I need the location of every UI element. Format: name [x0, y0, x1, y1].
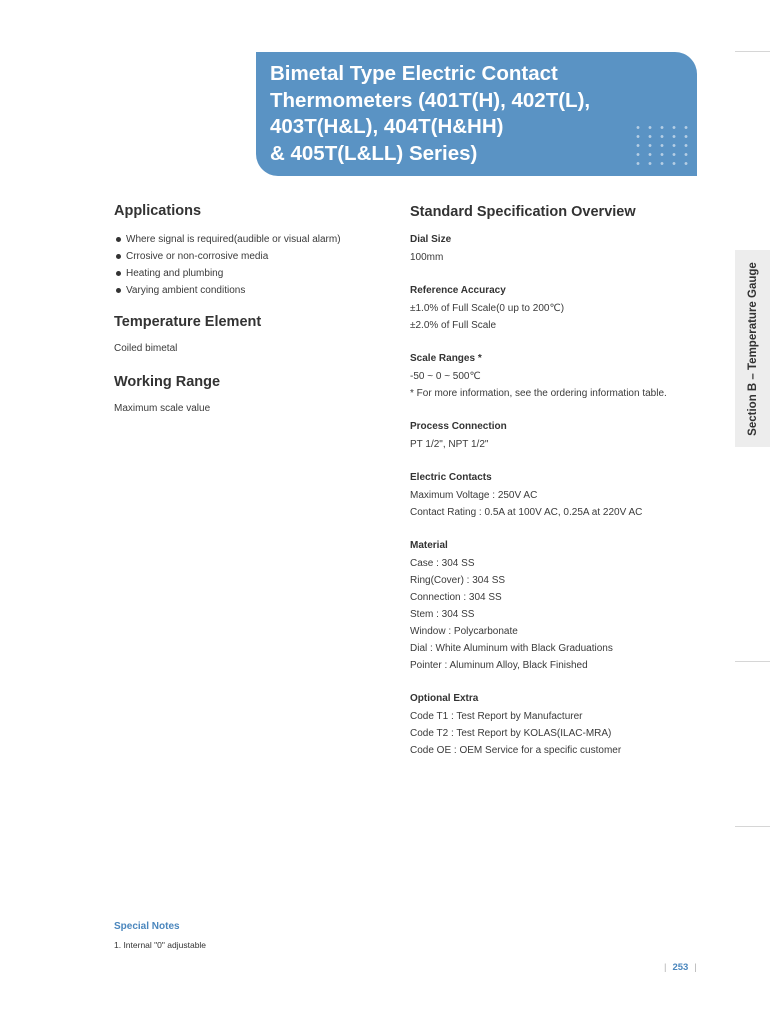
spec-process-connection	[410, 418, 507, 453]
spec-value: Connection : 304 SS	[410, 592, 502, 603]
spec-optional-extra	[410, 690, 621, 759]
spec-label: Electric Contacts	[410, 472, 492, 483]
edge-divider-3	[735, 826, 770, 827]
spec-value: -50 ~ 0 ~ 500℃	[410, 371, 481, 382]
title-line-2: Thermometers (401T(H), 402T(L),	[270, 88, 591, 112]
special-notes-heading: Special Notes	[114, 921, 180, 932]
spec-scale-ranges	[410, 350, 667, 402]
spec-label: Reference Accuracy	[410, 285, 506, 296]
section-side-tab-label: Section B – Temperature Gauge	[746, 261, 759, 436]
spec-value: Dial : White Aluminum with Black Graduations	[410, 643, 613, 654]
spec-value: Stem : 304 SS	[410, 609, 475, 620]
spec-label: Scale Ranges *	[410, 353, 482, 364]
temperature-element-heading: Temperature Element	[114, 314, 262, 330]
applications-heading: Applications	[114, 203, 202, 219]
spec-value: Contact Rating : 0.5A at 100V AC, 0.25A at 220V AC	[410, 507, 643, 518]
applications-list	[116, 231, 341, 299]
spec-value: * For more information, see the ordering information table.	[410, 388, 667, 399]
spec-value: ±2.0% of Full Scale	[410, 320, 497, 331]
spec-value: Case : 304 SS	[410, 558, 475, 569]
temperature-element-text: Coiled bimetal	[114, 343, 178, 354]
decorative-dot-grid	[632, 123, 692, 171]
page-number-value: 253	[672, 962, 689, 973]
title-line-3: 403T(H&L), 404T(H&HH)	[270, 115, 504, 138]
spec-value: PT 1/2", NPT 1/2"	[410, 439, 489, 450]
spec-value: ±1.0% of Full Scale(0 up to 200℃)	[410, 303, 565, 314]
spec-material	[410, 537, 613, 674]
title-banner	[256, 52, 697, 176]
edge-divider-2	[735, 661, 770, 662]
special-notes-item: 1. Internal "0" adjustable	[114, 940, 207, 950]
list-item: Crrosive or non-corrosive media	[116, 248, 341, 265]
list-item: Varying ambient conditions	[116, 282, 341, 299]
spec-label: Dial Size	[410, 234, 452, 245]
spec-reference-accuracy	[410, 282, 564, 334]
title-line-4: & 405T(L&LL) Series)	[270, 141, 478, 165]
spec-value: Window : Polycarbonate	[410, 626, 518, 637]
working-range-heading: Working Range	[114, 374, 221, 390]
spec-value: Code OE : OEM Service for a specific customer	[410, 745, 622, 756]
page-number-divider: |	[664, 962, 667, 973]
edge-divider-1	[735, 51, 770, 52]
list-item: Where signal is required(audible or visual alarm)	[116, 231, 341, 248]
spec-dial-size	[410, 231, 451, 266]
spec-value: Code T2 : Test Report by KOLAS(ILAC-MRA)	[410, 728, 612, 739]
list-item: Heating and plumbing	[116, 265, 341, 282]
spec-value: 100mm	[410, 252, 444, 263]
spec-value: Maximum Voltage : 250V AC	[410, 490, 538, 501]
spec-value: Ring(Cover) : 304 SS	[410, 575, 506, 586]
title-line-1: Bimetal Type Electric Contact	[270, 62, 558, 85]
spec-label: Process Connection	[410, 421, 507, 432]
section-side-tab	[735, 250, 770, 447]
spec-label: Material	[410, 540, 448, 551]
working-range-text: Maximum scale value	[114, 403, 211, 414]
spec-label: Optional Extra	[410, 693, 479, 704]
spec-electric-contacts	[410, 469, 642, 521]
page-number-divider: |	[694, 962, 697, 973]
spec-value: Code T1 : Test Report by Manufacturer	[410, 711, 583, 722]
page-number	[658, 962, 703, 973]
spec-value: Pointer : Aluminum Alloy, Black Finished	[410, 660, 588, 671]
spec-heading: Standard Specification Overview	[410, 204, 636, 220]
